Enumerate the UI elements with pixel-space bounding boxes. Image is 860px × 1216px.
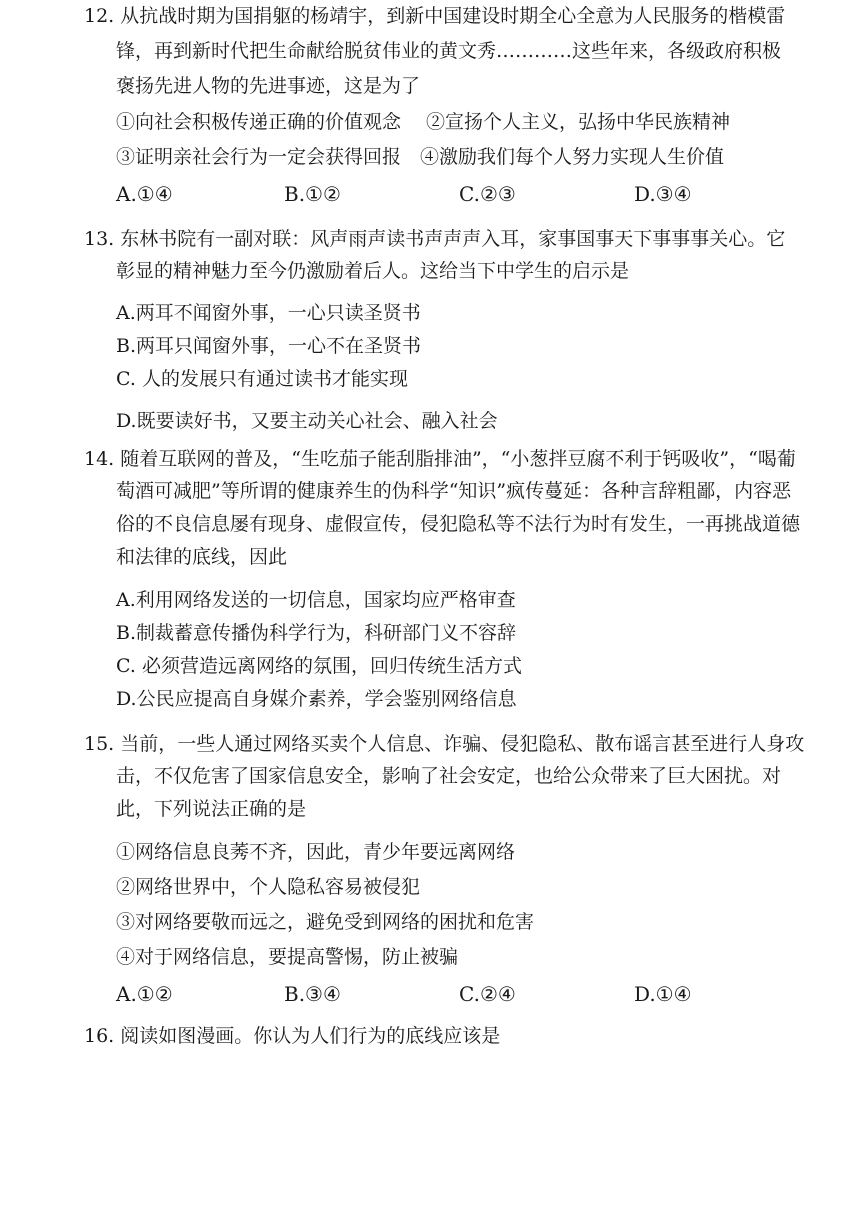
q15-statement-4: ④对于网络信息，要提高警惕，防止被骗 xyxy=(116,946,459,968)
q14-option-a[interactable]: A.利用网络发送的一切信息，国家均应严格审查 xyxy=(116,589,516,611)
q16-stem-line-1: 16. 阅读如图漫画。你认为人们行为的底线应该是 xyxy=(84,1025,501,1047)
q14-stem-line-1: 14. 随着互联网的普及，“生吃茄子能刮脂排油”，“小葱拌豆腐不利于钙吸收”，“喝葡 xyxy=(84,448,796,470)
q15-choice-d[interactable]: D.①④ xyxy=(634,982,692,1006)
q14-option-b[interactable]: B.制裁蓄意传播伪科学行为，科研部门义不容辞 xyxy=(116,622,517,644)
q15-stem-line-2: 击，不仅危害了国家信息安全，影响了社会安定，也给公众带来了巨大困扰。对 xyxy=(116,765,782,787)
q12-choice-d[interactable]: D.③④ xyxy=(634,182,692,206)
q12-statements-line-1: ①向社会积极传递正确的价值观念 ②宣扬个人主义，弘扬中华民族精神 xyxy=(116,111,731,133)
q13-option-b[interactable]: B.两耳只闻窗外事，一心不在圣贤书 xyxy=(116,335,422,357)
q12-statements-line-2: ③证明亲社会行为一定会获得回报 ④激励我们每个人努力实现人生价值 xyxy=(116,146,725,168)
q12-choice-a[interactable]: A.①④ xyxy=(116,182,173,206)
q14-stem-line-4: 和法律的底线，因此 xyxy=(116,546,288,568)
q12-choice-c[interactable]: C.②③ xyxy=(459,182,516,206)
q13-stem-line-2: 彰显的精神魅力至今仍激励着后人。这给当下中学生的启示是 xyxy=(116,260,630,282)
q15-choice-a[interactable]: A.①② xyxy=(116,982,173,1006)
q14-option-c[interactable]: C. 必须营造远离网络的氛围，回归传统生活方式 xyxy=(116,655,522,677)
q14-stem-line-2: 萄酒可减肥”等所谓的健康养生的伪科学“知识”疯传蔓延：各种言辞粗鄙，内容恶 xyxy=(116,480,792,502)
q13-option-d[interactable]: D.既要读好书，又要主动关心社会、融入社会 xyxy=(116,410,498,432)
q15-statement-2: ②网络世界中，个人隐私容易被侵犯 xyxy=(116,876,421,898)
q14-option-d[interactable]: D.公民应提高自身媒介素养，学会鉴别网络信息 xyxy=(116,688,517,710)
q14-stem-line-3: 俗的不良信息屡有现身、虚假宣传，侵犯隐私等不法行为时有发生，一再挑战道德 xyxy=(116,513,801,535)
q13-option-c[interactable]: C. 人的发展只有通过读书才能实现 xyxy=(116,368,408,390)
q13-option-a[interactable]: A.两耳不闻窗外事，一心只读圣贤书 xyxy=(116,302,421,324)
q15-stem-line-1: 15. 当前，一些人通过网络买卖个人信息、诈骗、侵犯隐私、散布谣言甚至进行人身攻 xyxy=(84,733,805,755)
q12-stem-line-3: 褒扬先进人物的先进事迹，这是为了 xyxy=(116,75,421,97)
q15-statement-1: ①网络信息良莠不齐，因此，青少年要远离网络 xyxy=(116,841,516,863)
q12-stem-line-2: 锋，再到新时代把生命献给脱贫伟业的黄文秀…………这些年来，各级政府积极 xyxy=(116,40,782,62)
q15-choices xyxy=(116,982,816,1012)
q12-stem-line-1: 12. 从抗战时期为国捐躯的杨靖宇，到新中国建设时期全心全意为人民服务的楷模雷 xyxy=(84,5,786,27)
q12-choice-b[interactable]: B.①② xyxy=(284,182,341,206)
q12-choices xyxy=(116,182,816,212)
q15-stem-line-3: 此，下列说法正确的是 xyxy=(116,798,307,820)
q15-choice-b[interactable]: B.③④ xyxy=(284,982,341,1006)
q13-stem-line-1: 13. 东林书院有一副对联：风声雨声读书声声声入耳，家事国事天下事事事关心。它 xyxy=(84,228,786,250)
q15-statement-3: ③对网络要敬而远之，避免受到网络的困扰和危害 xyxy=(116,911,535,933)
q15-choice-c[interactable]: C.②④ xyxy=(459,982,516,1006)
